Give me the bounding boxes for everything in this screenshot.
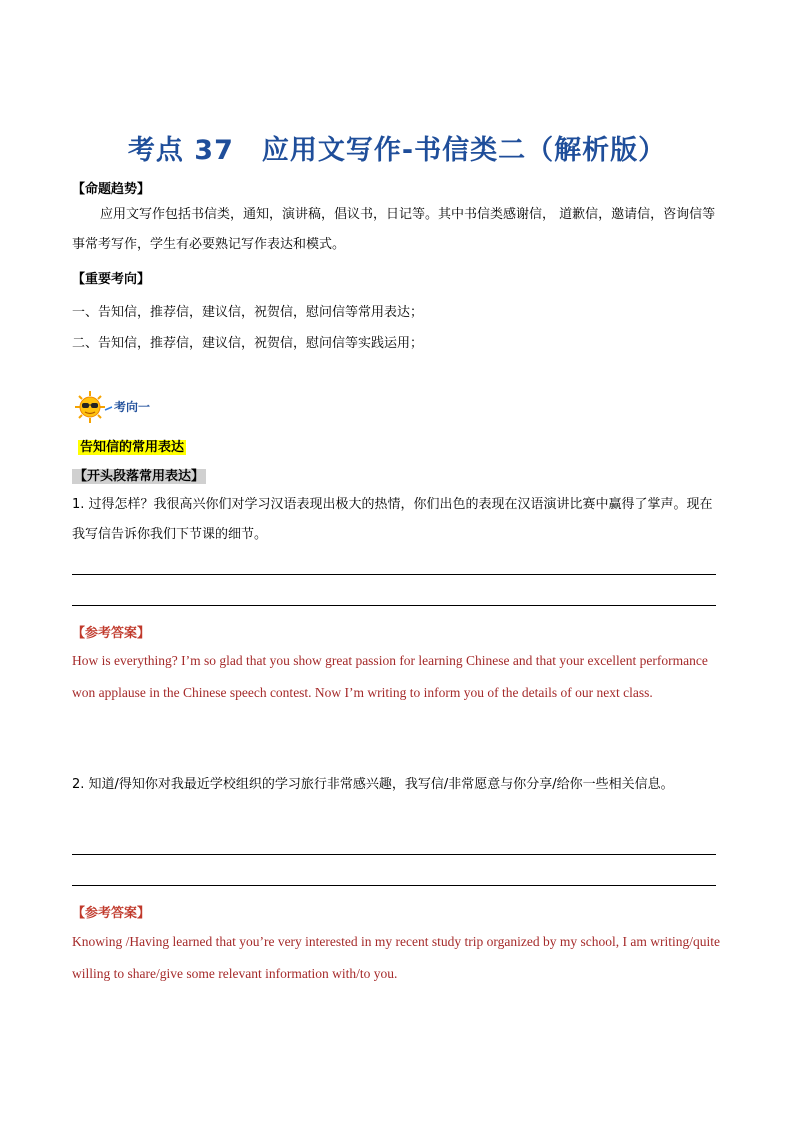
question-prompt: 1. 过得怎样？我很高兴你们对学习汉语表现出极大的热情，你们出色的表现在汉语演讲比赛中赢得了掌声。现在我写信告诉你我们下节课的细节。 bbox=[72, 497, 713, 542]
trend-heading: 【命题趋势】 bbox=[72, 182, 151, 197]
answer-line bbox=[72, 854, 716, 855]
subtopic-heading bbox=[72, 465, 206, 484]
reference-answer: Knowing /Having learned that you’re very interested in my recent study trip organized by my school, I am writing/quite willing to share/give some relevant information with/to you. bbox=[72, 934, 720, 981]
key-item: 一、告知信，推荐信，建议信，祝贺信，慰问信等常用表达； bbox=[72, 305, 424, 320]
answer-line bbox=[72, 605, 716, 606]
topic-highlight: 告知信的常用表达 bbox=[80, 440, 185, 455]
key-item: 二、告知信，推荐信，建议信，祝贺信，慰问信等实践运用； bbox=[72, 336, 424, 351]
answer-label: 【参考答案】 bbox=[72, 906, 151, 921]
key-heading: 【重要考向】 bbox=[72, 272, 151, 287]
question-prompt: 2. 知道/得知你对我最近学校组织的学习旅行非常感兴趣，我写信/非常愿意与你分享/给你一些相关信息。 bbox=[72, 777, 674, 792]
reference-answer: How is everything? I’m so glad that you show great passion for learning Chinese and that your excellent performance won applause in the Chinese speech contest. Now I’m writing to inform you of the details of our next class. bbox=[72, 653, 708, 700]
page-title: 考点 37 应用文写作-书信类二（解析版） bbox=[127, 135, 667, 166]
trend-text: 应用文写作包括书信类，通知，演讲稿，倡议书，日记等。其中书信类感谢信， 道歉信，邀请信，咨询信等事常考写作，学生有必要熟记写作表达和模式。 bbox=[72, 207, 716, 252]
direction-label: 考向一 bbox=[114, 400, 151, 414]
answer-line bbox=[72, 574, 716, 575]
topic-heading bbox=[78, 436, 186, 455]
sun-with-sunglasses-icon bbox=[72, 390, 114, 424]
subtopic-highlight: 【开头段落常用表达】 bbox=[74, 469, 205, 484]
answer-label: 【参考答案】 bbox=[72, 626, 151, 641]
answer-line bbox=[72, 885, 716, 886]
